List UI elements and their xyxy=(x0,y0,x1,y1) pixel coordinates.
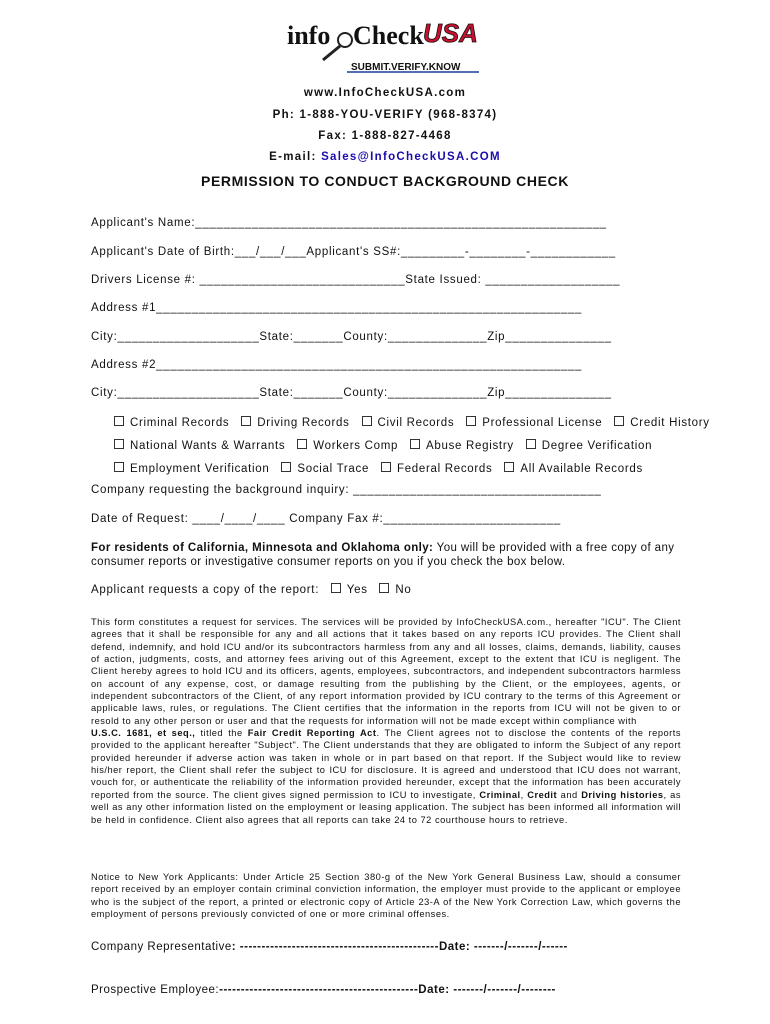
legal-text: and xyxy=(557,789,582,800)
option-all-available-records[interactable] xyxy=(504,463,643,475)
legal-text: , as well as any other information listed on the employment or leasing application. The subject has been informed all information will be held in confidence. Client also agrees that all reports can take 24 to 72 courthouse hours to retrieve. xyxy=(91,789,681,825)
applicant-name-field[interactable]: Applicant's Name:__________________________________________________________ xyxy=(91,217,607,229)
option-social-trace[interactable] xyxy=(281,463,369,475)
drivers-license-field[interactable]: Drivers License #: _____________________________State Issued: ___________________ xyxy=(91,274,621,286)
date-fax-field[interactable]: Date of Request: ____/____/____ Company Fax #:_________________________ xyxy=(91,513,561,525)
copy-request-label: Applicant requests a copy of the report: xyxy=(91,584,320,596)
option-label: Credit History xyxy=(630,417,710,429)
option-label: Workers Comp xyxy=(313,440,399,452)
option-credit-history[interactable] xyxy=(614,417,709,429)
new-york-notice-paragraph xyxy=(91,871,681,920)
option-label: Abuse Registry xyxy=(426,440,514,452)
legal-criminal: Criminal xyxy=(479,789,521,800)
dob-ssn-field[interactable]: Applicant's Date of Birth:___/___/___Applicant's SS#:_________-________-____________ xyxy=(91,246,616,258)
option-label: Federal Records xyxy=(396,463,493,475)
address2-field[interactable]: Address #2____________________________________________________________ xyxy=(91,359,582,371)
checkbox[interactable] xyxy=(381,462,391,472)
website-text: www.InfoCheckUSA.com xyxy=(303,87,467,99)
option-label: Driving Records xyxy=(257,417,350,429)
prospective-employee-line[interactable] xyxy=(91,984,556,996)
options-row-2 xyxy=(114,439,660,452)
residents-notice-bold: For residents of California, Minnesota and Oklahoma only: xyxy=(91,542,434,554)
option-label: No xyxy=(395,584,412,596)
checkbox[interactable] xyxy=(410,439,420,449)
checkbox[interactable] xyxy=(362,416,372,426)
option-employment-verification[interactable] xyxy=(114,463,269,475)
city1-field[interactable]: City:____________________State:_______County:______________Zip_______________ xyxy=(91,331,612,343)
form-title: PERMISSION TO CONDUCT BACKGROUND CHECK xyxy=(201,173,569,189)
address1-field[interactable]: Address #1____________________________________________________________ xyxy=(91,302,582,314)
option-label: National Wants & Warrants xyxy=(130,440,286,452)
option-national-wants[interactable] xyxy=(114,440,285,452)
option-criminal-records[interactable] xyxy=(114,417,229,429)
checkbox[interactable] xyxy=(526,439,536,449)
residents-notice xyxy=(91,541,683,569)
options-row-1 xyxy=(114,416,718,429)
checkbox[interactable] xyxy=(614,416,624,426)
email-line xyxy=(0,151,770,163)
checkbox[interactable] xyxy=(504,462,514,472)
legal-driving: Driving histories xyxy=(581,789,664,800)
logo-text-usa: USA xyxy=(423,18,478,48)
city2-field[interactable]: City:____________________State:_______County:______________Zip_______________ xyxy=(91,387,612,399)
checkbox[interactable] xyxy=(114,416,124,426)
email-label: E-mail: xyxy=(269,151,322,163)
copy-request-line xyxy=(91,583,411,596)
option-label: Social Trace xyxy=(297,463,370,475)
copy-no-option[interactable] xyxy=(379,584,411,596)
legal-text: , xyxy=(520,789,528,800)
company-representative-line[interactable] xyxy=(91,941,568,953)
checkbox[interactable] xyxy=(297,439,307,449)
infocheckusa-logo xyxy=(283,14,493,80)
option-workers-comp[interactable] xyxy=(297,440,398,452)
phone-text: Ph: 1-888-YOU-VERIFY (968-8374) xyxy=(272,109,498,121)
legal-text: Notice to New York Applicants: Under Article 25 Section 380-g of the New York General Business Law, should a consumer report received by an employer contain criminal conviction information, the employer must provide to the applicant or employee who is the subject of the report, a printed or electronic copy of Article 23-A of the New York Correction Law, which governs the employment of persons previously convicted of one or more criminal offenses. xyxy=(91,872,681,920)
option-label: Criminal Records xyxy=(130,417,230,429)
legal-agreement-paragraph xyxy=(91,616,681,826)
option-professional-license[interactable] xyxy=(466,417,602,429)
signature-blank[interactable]: : ----------------------------------------------Date: -------/-------/------ xyxy=(231,941,568,953)
signature-label: Prospective Employee: xyxy=(91,984,220,996)
option-label: All Available Records xyxy=(520,463,643,475)
fax-text: Fax: 1-888-827-4468 xyxy=(318,130,452,142)
option-civil-records[interactable] xyxy=(362,417,455,429)
logo-text-check: Check xyxy=(353,21,424,50)
legal-usc: U.S.C. 1681, et seq., xyxy=(91,728,196,739)
signature-label: Company Representative xyxy=(91,941,232,953)
email-link[interactable]: Sales@InfoCheckUSA.COM xyxy=(321,151,501,163)
checkbox[interactable] xyxy=(241,416,251,426)
checkbox[interactable] xyxy=(114,439,124,449)
checkbox[interactable] xyxy=(331,583,341,593)
signature-blank[interactable]: ----------------------------------------------Date: -------/-------/-------- xyxy=(219,984,556,996)
legal-credit: Credit xyxy=(527,789,558,800)
checkbox[interactable] xyxy=(379,583,389,593)
logo-tagline: SUBMIT.VERIFY.KNOW xyxy=(351,62,461,73)
legal-text: This form constitutes a request for services. The services will be provided by InfoCheckUSA.com., hereafter "ICU". The Client agrees that it shall be responsible for any and all actions that it takes based on any reports ICU provides. The Client shall defend, indemnify, and hold ICU and/or its subcontractors harmless from any and all losses, claims, demands, liability, causes of action, judgments, costs, and attorney fees ariving out of this Agreement, except to the extent that ICU is negligent. The Client hereby agrees to hold ICU and its officers, agents, employees, subcontractors, and independent subcontractors harmless on account of any expense, cost, or damage resulting from the publishing by the Client, or the employees, agents, or independent subcontractors of the Client, of any report information provided by ICU contrary to the terms of this Agreement or applicable laws, rules, or regulations. The Client certifies that the information in the reports from ICU will not be given to or resold to any other person or user and that the requests for information will not be made except within compliance with xyxy=(91,617,681,726)
option-driving-records[interactable] xyxy=(241,417,349,429)
option-label: Yes xyxy=(346,584,368,596)
company-requesting-field[interactable]: Company requesting the background inquiry: ___________________________________ xyxy=(91,484,602,496)
option-label: Employment Verification xyxy=(130,463,270,475)
legal-fcra: Fair Credit Reporting Act xyxy=(247,728,377,739)
logo-graphic xyxy=(283,14,493,80)
legal-text: titled the xyxy=(195,728,248,739)
legal-text: . The Client agrees not to disclose the contents of the reports provided to the applicant hereafter "Subject". The Client understands that they are obligated to inform the Subject of any report provided hereunder if adverse action was taken in whole or in part based on that report. If the Subject would like to review his/her report, the Client shall refer the subject to ICU for disclosure. It is agreed and understood that ICU does not warrant, vouch for, or authenticate the reliability of the information provided hereunder, except that the information has been accurately reported from the source. The client gives signed permission to ICU to investigate, xyxy=(91,728,681,800)
option-label: Professional License xyxy=(482,417,603,429)
option-degree-verification[interactable] xyxy=(526,440,652,452)
checkbox[interactable] xyxy=(466,416,476,426)
option-abuse-registry[interactable] xyxy=(410,440,514,452)
options-row-3 xyxy=(114,462,651,475)
residents-notice-text: You will be provided with a free copy of any consumer reports or investigative consumer reports on you if you check the box below. xyxy=(91,542,675,568)
option-federal-records[interactable] xyxy=(381,463,493,475)
option-label: Degree Verification xyxy=(541,440,653,452)
option-label: Civil Records xyxy=(377,417,455,429)
checkbox[interactable] xyxy=(114,462,124,472)
logo-text-info: info xyxy=(287,21,331,50)
copy-yes-option[interactable] xyxy=(331,584,368,596)
checkbox[interactable] xyxy=(281,462,291,472)
